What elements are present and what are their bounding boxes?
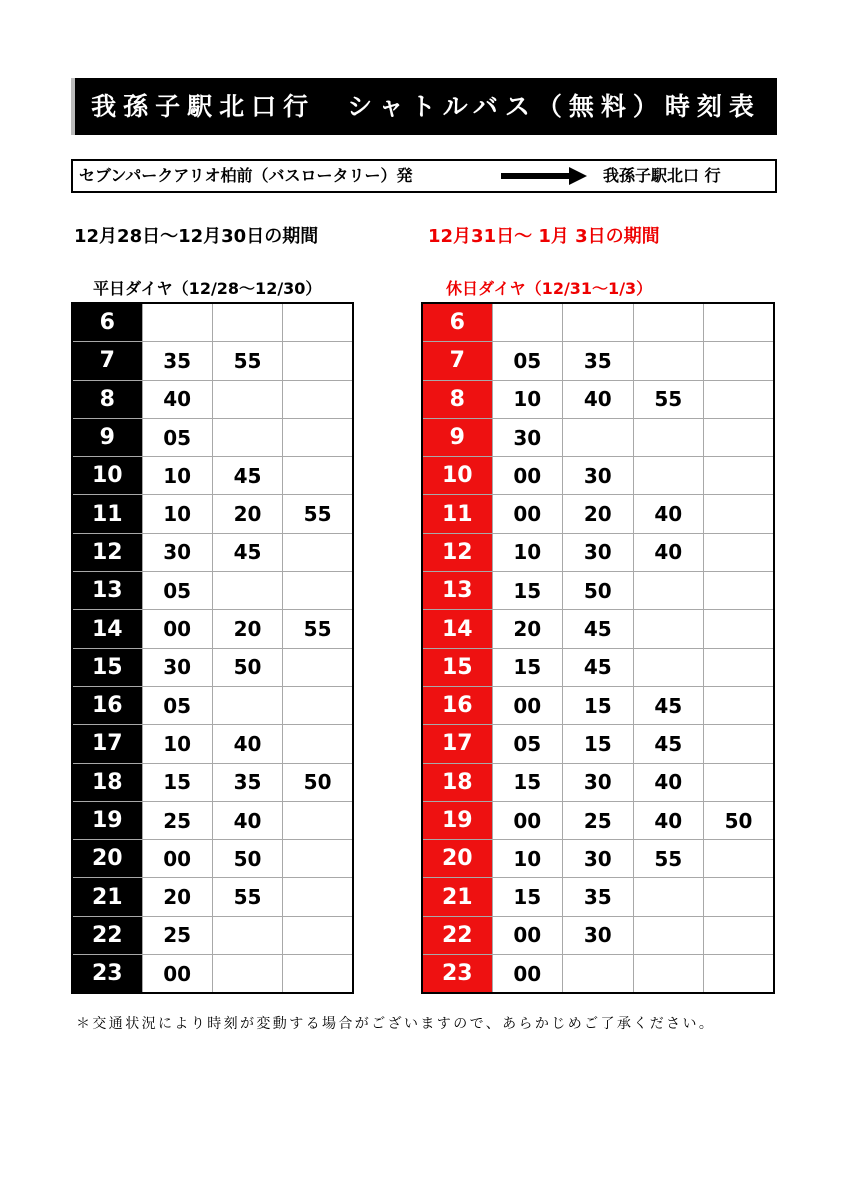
holiday-period: 12月31日～ 1月 3日の期間 (428, 226, 660, 247)
hour-cell: 10 (72, 457, 142, 495)
minute-cell (212, 572, 282, 610)
timetable-row (72, 610, 353, 648)
minute-cell: 10 (492, 533, 563, 571)
hour-cell: 14 (422, 610, 492, 648)
minute-cell (633, 878, 704, 916)
route-origin: セブンパークアリオ柏前（バスロータリー）発 (79, 166, 413, 185)
minute-cell: 20 (492, 610, 563, 648)
minute-cell (704, 303, 775, 342)
minute-cell (283, 572, 353, 610)
hour-cell: 20 (422, 840, 492, 878)
hour-cell: 23 (72, 955, 142, 994)
minute-cell (283, 342, 353, 380)
hour-cell: 6 (72, 303, 142, 342)
hour-cell: 10 (422, 457, 492, 495)
minute-cell (704, 457, 775, 495)
route-box (71, 159, 777, 193)
minute-cell: 15 (563, 686, 634, 724)
minute-cell: 40 (142, 380, 212, 418)
minute-cell: 45 (563, 610, 634, 648)
timetable-row (72, 686, 353, 724)
route-destination: 我孫子駅北口 行 (603, 166, 721, 185)
timetable-row (422, 533, 774, 571)
hour-cell: 9 (72, 418, 142, 456)
timetable-row (422, 457, 774, 495)
timetable-row (422, 840, 774, 878)
minute-cell (142, 303, 212, 342)
minute-cell: 10 (492, 840, 563, 878)
hour-cell: 21 (422, 878, 492, 916)
minute-cell: 40 (633, 801, 704, 839)
hour-cell: 16 (422, 686, 492, 724)
timetable-row (72, 342, 353, 380)
minute-cell (283, 878, 353, 916)
hour-cell: 9 (422, 418, 492, 456)
hour-cell: 17 (72, 725, 142, 763)
hour-cell: 19 (72, 801, 142, 839)
minute-cell: 15 (492, 763, 563, 801)
hour-cell: 14 (72, 610, 142, 648)
minute-cell (704, 878, 775, 916)
minute-cell (212, 686, 282, 724)
minute-cell (283, 303, 353, 342)
timetable-row (422, 380, 774, 418)
hour-cell: 16 (72, 686, 142, 724)
minute-cell (704, 572, 775, 610)
minute-cell: 35 (142, 342, 212, 380)
minute-cell (704, 916, 775, 954)
minute-cell (212, 955, 282, 994)
minute-cell: 45 (212, 457, 282, 495)
minute-cell (704, 955, 775, 994)
minute-cell (633, 342, 704, 380)
hour-cell: 11 (72, 495, 142, 533)
minute-cell: 50 (212, 840, 282, 878)
minute-cell: 25 (142, 801, 212, 839)
minute-cell (212, 418, 282, 456)
timetable-row (72, 457, 353, 495)
timetable-row (422, 572, 774, 610)
hour-cell: 8 (422, 380, 492, 418)
minute-cell: 20 (142, 878, 212, 916)
minute-cell: 50 (283, 763, 353, 801)
timetable-row (72, 495, 353, 533)
minute-cell: 20 (563, 495, 634, 533)
minute-cell (704, 533, 775, 571)
minute-cell: 00 (142, 610, 212, 648)
minute-cell: 40 (212, 801, 282, 839)
weekday-period: 12月28日～12月30日の期間 (74, 226, 319, 247)
timetable-row (422, 763, 774, 801)
timetable-row (422, 686, 774, 724)
minute-cell (704, 418, 775, 456)
timetable-row (422, 916, 774, 954)
minute-cell: 30 (563, 840, 634, 878)
minute-cell (212, 380, 282, 418)
minute-cell: 00 (492, 801, 563, 839)
minute-cell (563, 303, 634, 342)
page-title: 我孫子駅北口行 シャトルバス（無料）時刻表 (91, 92, 761, 121)
minute-cell (633, 955, 704, 994)
minute-cell (633, 648, 704, 686)
minute-cell (704, 763, 775, 801)
minute-cell: 35 (563, 878, 634, 916)
minute-cell: 30 (142, 648, 212, 686)
timetable-row (72, 725, 353, 763)
timetable-row (422, 495, 774, 533)
holiday-timetable (421, 302, 775, 994)
minute-cell: 40 (633, 495, 704, 533)
minute-cell (704, 342, 775, 380)
minute-cell (633, 418, 704, 456)
minute-cell: 00 (492, 495, 563, 533)
minute-cell (704, 648, 775, 686)
weekday-schedule-label: 平日ダイヤ（12/28～12/30） (93, 279, 322, 298)
minute-cell: 05 (492, 342, 563, 380)
timetable-row (422, 342, 774, 380)
minute-cell (704, 725, 775, 763)
minute-cell: 00 (492, 916, 563, 954)
minute-cell (633, 572, 704, 610)
minute-cell (563, 418, 634, 456)
minute-cell (283, 725, 353, 763)
minute-cell (633, 457, 704, 495)
timetable-row (72, 840, 353, 878)
timetable-row (72, 955, 353, 994)
minute-cell: 35 (563, 342, 634, 380)
hour-cell: 19 (422, 801, 492, 839)
minute-cell: 30 (563, 533, 634, 571)
minute-cell: 45 (633, 725, 704, 763)
hour-cell: 22 (422, 916, 492, 954)
timetable-row (72, 916, 353, 954)
timetable-row (72, 648, 353, 686)
minute-cell: 50 (704, 801, 775, 839)
minute-cell (283, 955, 353, 994)
minute-cell: 55 (283, 495, 353, 533)
holiday-schedule-label: 休日ダイヤ（12/31～1/3） (446, 279, 653, 298)
minute-cell (704, 380, 775, 418)
minute-cell (283, 418, 353, 456)
hour-cell: 7 (422, 342, 492, 380)
minute-cell: 25 (563, 801, 634, 839)
minute-cell (633, 610, 704, 648)
minute-cell (704, 840, 775, 878)
minute-cell: 15 (492, 878, 563, 916)
minute-cell: 30 (492, 418, 563, 456)
footnote: ＊交通状況により時刻が変動する場合がございますので、あらかじめご了承ください。 (76, 1016, 716, 1032)
minute-cell: 05 (492, 725, 563, 763)
minute-cell: 50 (212, 648, 282, 686)
minute-cell: 45 (212, 533, 282, 571)
hour-cell: 13 (422, 572, 492, 610)
minute-cell: 40 (563, 380, 634, 418)
minute-cell (704, 495, 775, 533)
hour-cell: 11 (422, 495, 492, 533)
timetable-row (72, 303, 353, 342)
minute-cell: 10 (142, 495, 212, 533)
minute-cell: 10 (142, 457, 212, 495)
minute-cell: 45 (563, 648, 634, 686)
hour-cell: 12 (422, 533, 492, 571)
minute-cell: 00 (142, 955, 212, 994)
minute-cell: 35 (212, 763, 282, 801)
timetable-title-banner (71, 78, 777, 135)
hour-cell: 22 (72, 916, 142, 954)
hour-cell: 6 (422, 303, 492, 342)
timetable-row (422, 725, 774, 763)
minute-cell: 00 (142, 840, 212, 878)
minute-cell: 30 (563, 916, 634, 954)
minute-cell: 00 (492, 955, 563, 994)
minute-cell: 15 (142, 763, 212, 801)
timetable-row (72, 763, 353, 801)
minute-cell: 00 (492, 686, 563, 724)
minute-cell: 40 (633, 533, 704, 571)
minute-cell: 30 (142, 533, 212, 571)
minute-cell: 40 (212, 725, 282, 763)
minute-cell: 40 (633, 763, 704, 801)
minute-cell (492, 303, 563, 342)
minute-cell: 55 (212, 878, 282, 916)
minute-cell: 30 (563, 763, 634, 801)
right-arrow-icon (501, 167, 587, 185)
minute-cell: 15 (492, 572, 563, 610)
minute-cell (283, 380, 353, 418)
minute-cell: 55 (633, 840, 704, 878)
timetable-row (72, 801, 353, 839)
minute-cell (563, 955, 634, 994)
minute-cell (212, 916, 282, 954)
hour-cell: 13 (72, 572, 142, 610)
timetable-row (72, 380, 353, 418)
timetable-row (422, 303, 774, 342)
hour-cell: 8 (72, 380, 142, 418)
hour-cell: 18 (422, 763, 492, 801)
weekday-timetable (71, 302, 354, 994)
timetable-row (72, 418, 353, 456)
hour-cell: 15 (72, 648, 142, 686)
minute-cell: 45 (633, 686, 704, 724)
minute-cell (283, 916, 353, 954)
minute-cell: 20 (212, 495, 282, 533)
minute-cell: 55 (283, 610, 353, 648)
minute-cell (283, 686, 353, 724)
timetable-row (422, 610, 774, 648)
hour-cell: 12 (72, 533, 142, 571)
hour-cell: 23 (422, 955, 492, 994)
timetable-row (422, 648, 774, 686)
timetable-row (72, 572, 353, 610)
timetable-row (422, 801, 774, 839)
timetable-row (72, 878, 353, 916)
minute-cell: 05 (142, 572, 212, 610)
minute-cell: 15 (492, 648, 563, 686)
minute-cell (633, 303, 704, 342)
minute-cell: 20 (212, 610, 282, 648)
hour-cell: 15 (422, 648, 492, 686)
minute-cell: 55 (633, 380, 704, 418)
minute-cell: 05 (142, 686, 212, 724)
minute-cell: 10 (492, 380, 563, 418)
timetable-row (422, 955, 774, 994)
timetable-row (72, 533, 353, 571)
hour-cell: 21 (72, 878, 142, 916)
minute-cell: 25 (142, 916, 212, 954)
minute-cell (283, 801, 353, 839)
minute-cell (212, 303, 282, 342)
minute-cell: 00 (492, 457, 563, 495)
minute-cell: 15 (563, 725, 634, 763)
timetable-row (422, 878, 774, 916)
hour-cell: 7 (72, 342, 142, 380)
minute-cell (633, 916, 704, 954)
hour-cell: 18 (72, 763, 142, 801)
minute-cell: 55 (212, 342, 282, 380)
minute-cell (283, 533, 353, 571)
minute-cell (283, 840, 353, 878)
minute-cell: 30 (563, 457, 634, 495)
minute-cell: 10 (142, 725, 212, 763)
minute-cell (704, 610, 775, 648)
timetable-row (422, 418, 774, 456)
minute-cell: 50 (563, 572, 634, 610)
minute-cell: 05 (142, 418, 212, 456)
hour-cell: 20 (72, 840, 142, 878)
minute-cell (283, 648, 353, 686)
hour-cell: 17 (422, 725, 492, 763)
minute-cell (283, 457, 353, 495)
minute-cell (704, 686, 775, 724)
